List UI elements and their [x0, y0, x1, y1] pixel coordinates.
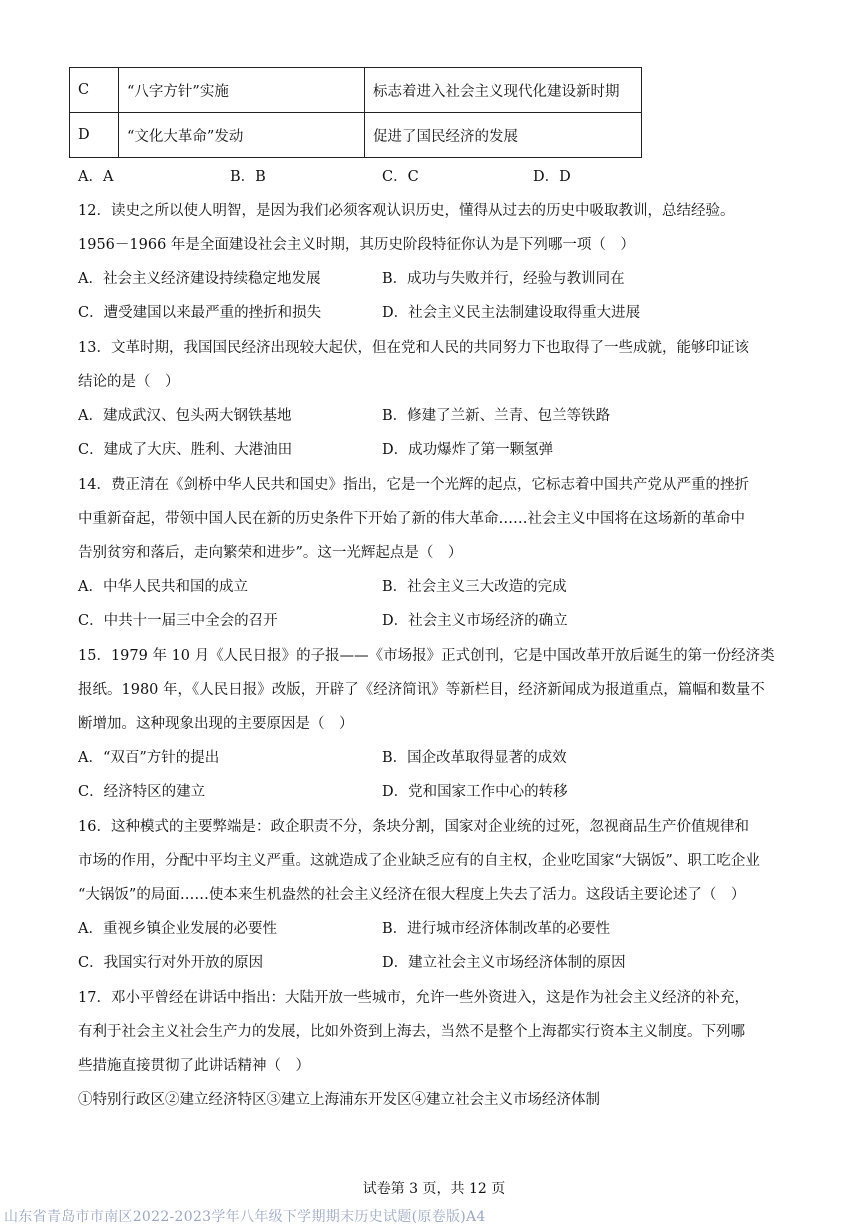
q13-stem-line: 结论的是（ ）	[78, 374, 180, 390]
q11-option-b: B．B	[230, 169, 266, 185]
q16-stem-line: 市场的作用，分配中平均主义严重。这就造成了企业缺乏应有的自主权，企业吃国家“大锅饭”、职工吃企业	[78, 853, 760, 869]
q14-option-c: C．中共十一届三中全会的召开	[78, 613, 278, 629]
table-cell-event: “文化大革命”发动	[119, 113, 365, 158]
table-cell-letter: C	[70, 68, 119, 113]
q13-option-c: C．建成了大庆、胜利、大港油田	[78, 442, 293, 458]
q11-option-d: D．D	[533, 169, 571, 185]
q11-option-a: A．A	[78, 169, 114, 185]
q13-stem-line: 13．文革时期，我国国民经济出现较大起伏，但在党和人民的共同努力下也取得了一些成就，能够印证该	[78, 340, 749, 356]
table-cell-event: “八字方针”实施	[119, 68, 365, 113]
q16-stem-line: 16．这种模式的主要弊端是：政企职责不分，条块分割，国家对企业统的过死，忽视商品生产价值规律和	[78, 819, 749, 835]
table-row	[70, 68, 642, 113]
q15-option-a: A．“双百”方针的提出	[78, 750, 220, 766]
q14-stem-line: 中重新奋起，带领中国人民在新的历史条件下开始了新的伟大革命……社会主义中国将在这场新的革命中	[78, 511, 745, 527]
q13-option-b: B．修建了兰新、兰青、包兰等铁路	[382, 408, 611, 424]
q12-option-b: B．成功与失败并行，经验与教训同在	[382, 271, 625, 287]
watermark: 山东省青岛市市南区2022-2023学年八年级下学期期末历史试题(原卷版)A4	[4, 1209, 486, 1225]
q12-option-c: C．遭受建国以来最严重的挫折和损失	[78, 305, 322, 321]
table-cell-effect: 标志着进入社会主义现代化建设新时期	[365, 68, 642, 113]
q13-option-a: A．建成武汉、包头两大钢铁基地	[78, 408, 292, 424]
q13-option-d: D．成功爆炸了第一颗氢弹	[382, 442, 554, 458]
table-cell-effect: 促进了国民经济的发展	[365, 113, 642, 158]
q15-stem-line: 报纸。1980 年，《人民日报》改版，开辟了《经济简讯》等新栏目，经济新闻成为报道重点，篇幅和数量不	[78, 682, 765, 698]
q15-option-d: D．党和国家工作中心的转移	[382, 784, 568, 800]
q17-choices: ①特别行政区②建立经济特区③建立上海浦东开发区④建立社会主义市场经济体制	[78, 1092, 600, 1108]
q14-stem-line: 告别贫穷和落后，走向繁荣和进步”。这一光辉起点是（ ）	[78, 545, 463, 561]
q16-option-d: D．建立社会主义市场经济体制的原因	[382, 955, 626, 971]
q16-option-b: B．进行城市经济体制改革的必要性	[382, 921, 611, 937]
q16-option-a: A．重视乡镇企业发展的必要性	[78, 921, 277, 937]
page-footer: 试卷第 3 页，共 12 页	[362, 1181, 506, 1197]
q14-option-d: D．社会主义市场经济的确立	[382, 613, 568, 629]
q16-option-c: C．我国实行对外开放的原因	[78, 955, 264, 971]
q16-stem-line: “大锅饭”的局面……使本来生机盎然的社会主义经济在很大程度上失去了活力。这段话主要论述了（ ）	[78, 887, 746, 903]
q15-stem-line: 断增加。这种现象出现的主要原因是（ ）	[78, 716, 354, 732]
q14-option-b: B．社会主义三大改造的完成	[382, 579, 567, 595]
q12-option-a: A．社会主义经济建设持续稳定地发展	[78, 271, 321, 287]
q14-option-a: A．中华人民共和国的成立	[78, 579, 248, 595]
answer-table	[69, 67, 642, 158]
table-row	[70, 113, 642, 158]
q12-stem-line: 12．读史之所以使人明智，是因为我们必须客观认识历史，懂得从过去的历史中吸取教训，总结经验。	[78, 203, 735, 219]
q12-option-d: D．社会主义民主法制建设取得重大进展	[382, 305, 641, 321]
q15-option-b: B．国企改革取得显著的成效	[382, 750, 567, 766]
q17-stem-line: 有利于社会主义社会生产力的发展，比如外资到上海去，当然不是整个上海都实行资本主义制度。下列哪	[78, 1024, 745, 1040]
q17-stem-line: 些措施直接贯彻了此讲话精神（ ）	[78, 1058, 310, 1074]
table-cell-letter: D	[70, 113, 119, 158]
q12-stem-line: 1956－1966 年是全面建设社会主义时期，其历史阶段特征你认为是下列哪一项（ ）	[78, 237, 635, 253]
q15-stem-line: 15．1979 年 10 月《人民日报》的子报——《市场报》正式创刊，它是中国改革开放后诞生的第一份经济类	[78, 648, 775, 664]
q17-stem-line: 17．邓小平曾经在讲话中指出：大陆开放一些城市，允许一些外资进入，这是作为社会主义经济的补充，	[78, 990, 749, 1006]
q11-option-c: C．C	[382, 169, 419, 185]
q14-stem-line: 14．费正清在《剑桥中华人民共和国史》指出，它是一个光辉的起点，它标志着中国共产党从严重的挫折	[78, 477, 749, 493]
q15-option-c: C．经济特区的建立	[78, 784, 206, 800]
